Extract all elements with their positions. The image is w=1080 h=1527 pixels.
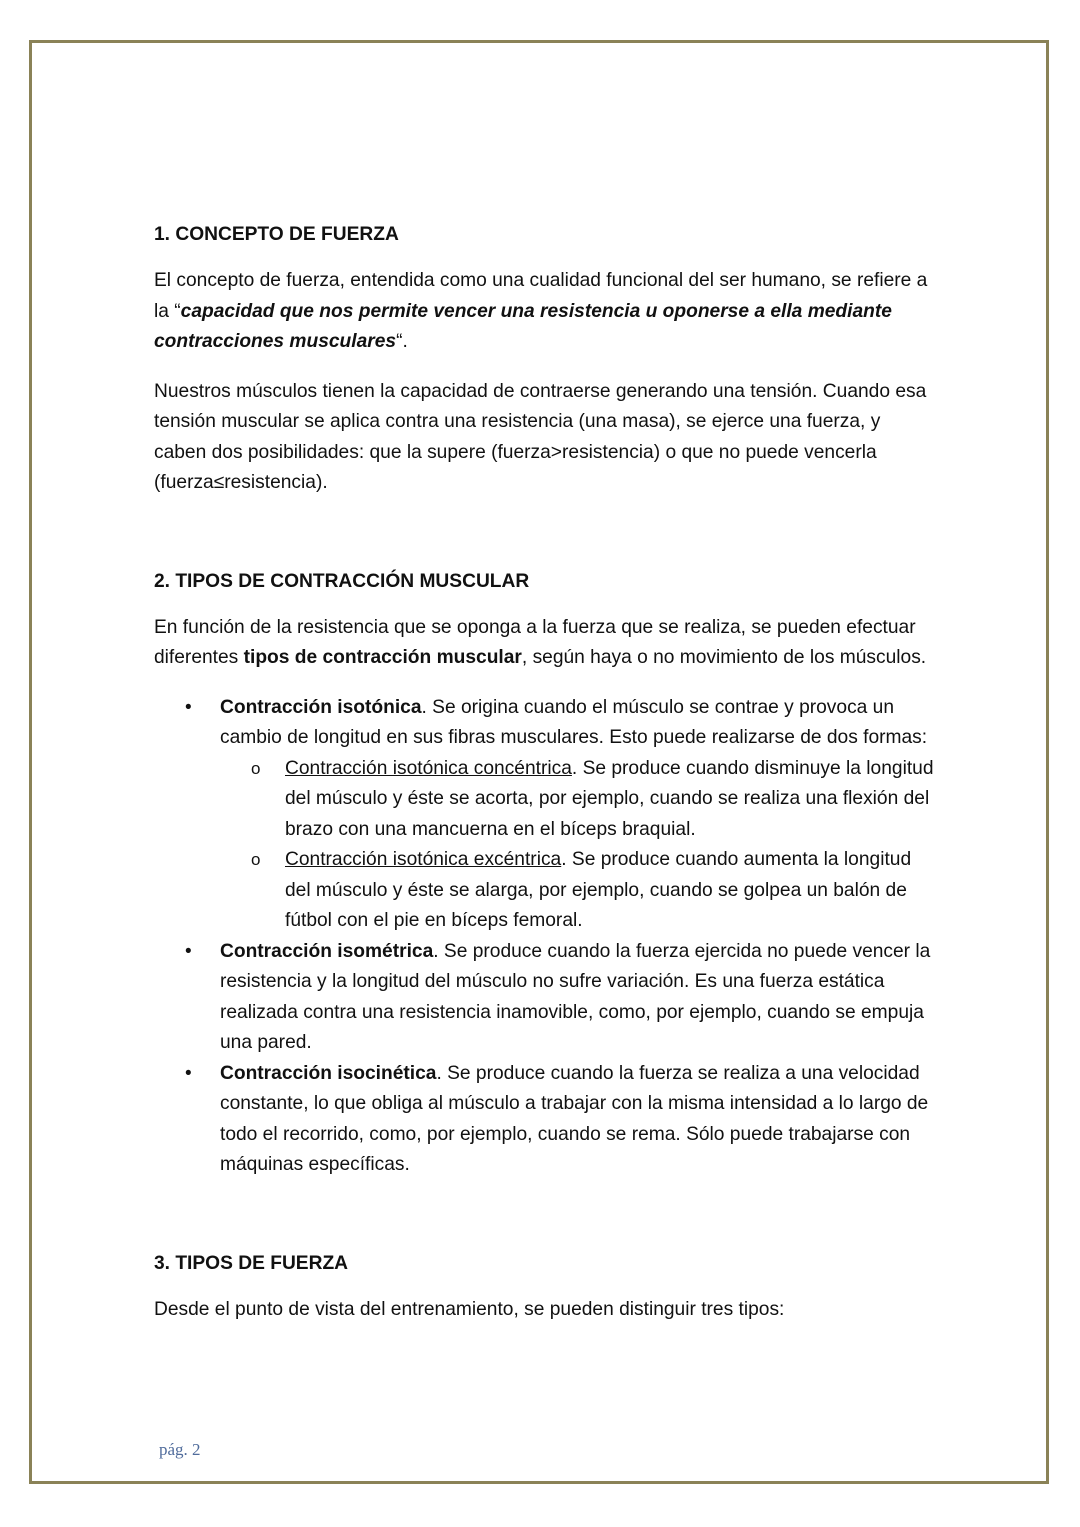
isotonic-sublist: [220, 754, 934, 937]
sublist-item-text: . Se produce cuando disminuye la longitud del músculo y éste se acorta, por ejemplo, cuando se realiza una flexión del brazo con una mancuerna en el bíceps braquial.: [285, 757, 934, 840]
section-1-paragraph-1: [154, 266, 934, 358]
text-run: , según haya o no movimiento de los músculos.: [521, 647, 927, 668]
section-1-title: 1. CONCEPTO DE FUERZA: [154, 224, 399, 245]
list-item-text: . Se origina cuando el músculo se contrae y provoca un cambio de longitud en sus fibras musculares. Esto puede realizarse de dos formas:: [220, 696, 928, 748]
section-1-paragraph-2: Nuestros músculos tienen la capacidad de contraerse generando una tensión. Cuando esa tensión muscular se aplica contra una resistencia (una masa), se ejerce una fuerza, y caben dos posibilidades: que la supere (fuerza>resistencia) o que no puede vencerla (fuerza≤resistencia).: [154, 380, 927, 493]
list-item-term: Contracción isocinética: [220, 1062, 437, 1084]
list-item-term: Contracción isométrica: [220, 940, 434, 962]
list-item-isometric: [185, 937, 934, 1059]
section-3-paragraph-1: Desde el punto de vista del entrenamiento, se pueden distinguir tres tipos:: [154, 1298, 785, 1320]
list-item-isotonic: [185, 693, 934, 937]
text-run: El concepto de fuerza, entendida como una cualidad funcional del ser humano, se refiere a la “: [154, 270, 928, 322]
sublist-item-text: . Se produce cuando aumenta la longitud del músculo y éste se alarga, por ejemplo, cuando se golpea un balón de fútbol con el pie en bíceps femoral.: [285, 849, 912, 931]
list-item-term: Contracción isotónica: [220, 696, 422, 718]
circle-bullet-icon: o: [251, 850, 261, 869]
sublist-item-term: Contracción isotónica excéntrica: [285, 849, 562, 870]
circle-bullet-icon: o: [251, 758, 261, 778]
bullet-icon: •: [185, 1062, 192, 1084]
sublist-item-term: Contracción isotónica concéntrica: [285, 757, 572, 779]
page-number: pág. 2: [159, 1440, 201, 1459]
section-3-title: 3. TIPOS DE FUERZA: [154, 1252, 349, 1274]
bullet-icon: •: [185, 940, 192, 962]
definition-emphasis: capacidad que nos permite vencer una resistencia u oponerse a ella mediante contracciones musculares: [154, 300, 892, 352]
list-item-isokinetic: [185, 1059, 934, 1181]
list-item-text: . Se produce cuando la fuerza ejercida no puede vencer la resistencia y la longitud del músculo no sufre variación. Es una fuerza estática realizada contra una resistencia inamovible, como, por ejemplo, cuando se empuja una pared.: [220, 940, 931, 1053]
section-2-intro: [154, 613, 934, 674]
bullet-icon: •: [185, 696, 192, 718]
document-body: [154, 218, 934, 1325]
section-2-title: 2. TIPOS DE CONTRACCIÓN MUSCULAR: [154, 570, 530, 592]
sublist-item-concentric: [251, 754, 934, 846]
text-run: “.: [396, 331, 408, 352]
text-run: En función de la resistencia que se oponga a la fuerza que se realiza, se pueden efectuar diferentes: [154, 616, 916, 668]
contraction-types-list: [154, 693, 934, 1181]
sublist-item-eccentric: [251, 845, 934, 937]
list-item-text: . Se produce cuando la fuerza se realiza a una velocidad constante, lo que obliga al músculo a trabajar con la misma intensidad a lo largo de todo el recorrido, como, por ejemplo, cuando se rema. Sólo puede trabajarse con máquinas específicas.: [220, 1062, 929, 1175]
emphasis: tipos de contracción muscular: [243, 647, 522, 668]
